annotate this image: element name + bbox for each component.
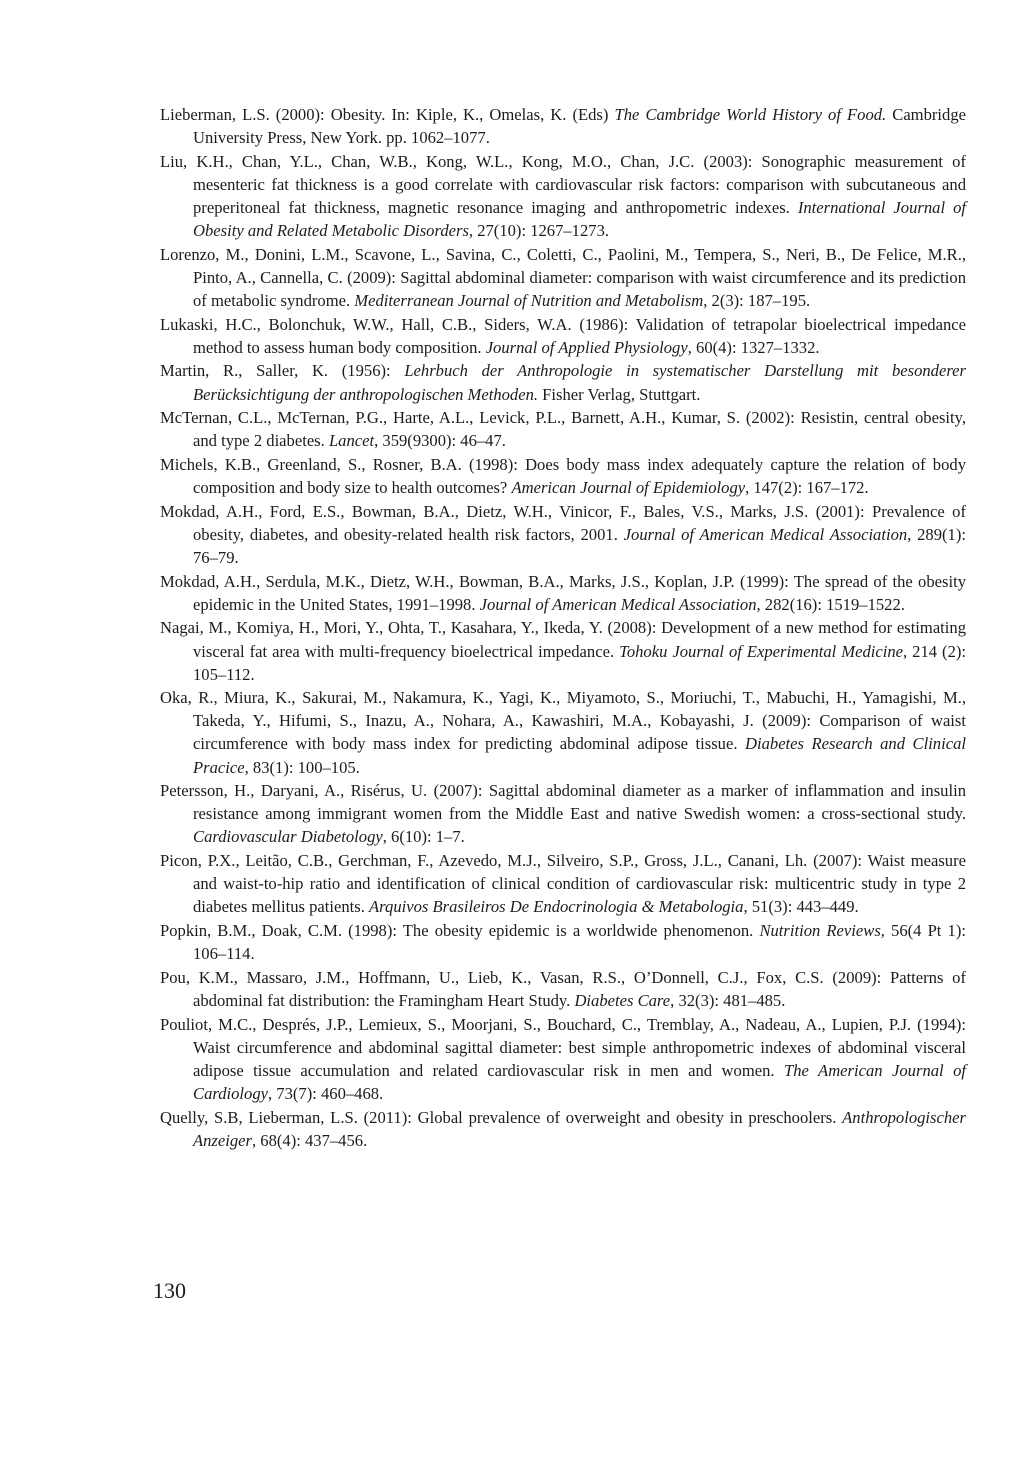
reference-entry bbox=[160, 1013, 966, 1105]
reference-text: Picon, P.X., Leitão, C.B., Gerchman, F., Azevedo, M.J., Silveiro, S.P., Gross, J.L., Canani, Lh. (2007): Waist measure and waist-to-hip ratio and identification of clinical condition of cardiovascular risk: multicentric study in type 2 diabetes mellitus patients. bbox=[160, 851, 966, 917]
reference-source-title: Diabetes Research and Clinical Pracice bbox=[193, 734, 966, 777]
reference-text: , 27(10): 1267–1273. bbox=[468, 221, 610, 241]
reference-text: Mokdad, A.H., Serdula, M.K., Dietz, W.H., Bowman, B.A., Marks, J.S., Koplan, J.P. (1999): The spread of the obesity epidemic in the United States, 1991–1998. bbox=[160, 571, 966, 614]
reference-source-title: Journal of American Medical Association bbox=[623, 524, 908, 544]
reference-text: Nagai, M., Komiya, H., Mori, Y., Ohta, T., Kasahara, Y., Ikeda, Y. (2008): Development of a new method for estimating visceral fat area with multi-frequency bioelectrical impedance. bbox=[160, 618, 966, 661]
reference-source-title: Arquivos Brasileiros De Endocrinologia & Metabologia bbox=[369, 897, 744, 917]
reference-source-title: Cardiovascular Diabetology bbox=[193, 827, 383, 847]
reference-source-title: Tohoku Journal of Experimental Medicine bbox=[619, 641, 904, 661]
reference-source-title: Lehrbuch der Anthropologie in systematischer Darstellung mit besonderer Berücksichtigung der anthropologischen Methoden. bbox=[193, 361, 966, 404]
reference-entry bbox=[160, 500, 966, 569]
reference-source-title: The American Journal of Cardiology bbox=[193, 1060, 967, 1103]
reference-entry bbox=[160, 616, 966, 685]
reference-text: , 32(3): 481–485. bbox=[670, 990, 786, 1010]
reference-entry bbox=[160, 103, 966, 149]
reference-entry bbox=[160, 966, 966, 1012]
reference-entry bbox=[160, 243, 966, 312]
reference-entry bbox=[160, 453, 966, 499]
reference-source-title: Journal of American Medical Association bbox=[479, 594, 757, 614]
reference-entry bbox=[160, 359, 966, 405]
reference-text: Cambridge University Press, New York. pp. 1062–1077. bbox=[193, 105, 966, 148]
reference-text: Lukaski, H.C., Bolonchuk, W.W., Hall, C.B., Siders, W.A. (1986): Validation of tetrapolar bioelectrical impedance method to assess human body composition. bbox=[160, 314, 966, 357]
reference-text: , 60(4): 1327–1332. bbox=[687, 337, 820, 357]
reference-source-title: American Journal of Epidemiology bbox=[511, 478, 746, 498]
reference-text: , 56(4 Pt 1): 106–114. bbox=[193, 921, 966, 964]
reference-text: Lieberman, L.S. (2000): Obesity. In: Kiple, K., Omelas, K. (Eds) bbox=[160, 105, 615, 124]
reference-entry bbox=[160, 919, 966, 965]
reference-text: Quelly, S.B, Lieberman, L.S. (2011): Global prevalence of overweight and obesity in preschoolers. bbox=[160, 1107, 843, 1127]
reference-source-title: Mediterranean Journal of Nutrition and Metabolism bbox=[354, 290, 704, 310]
reference-entry bbox=[160, 1106, 966, 1152]
reference-text: , 2(3): 187–195. bbox=[703, 290, 811, 310]
reference-source-title: Diabetes Care bbox=[574, 990, 671, 1010]
reference-text: Liu, K.H., Chan, Y.L., Chan, W.B., Kong, W.L., Kong, M.O., Chan, J.C. (2003): Sonographic measurement of mesenteric fat thickness is a good correlate with cardiovascular risk factors: comparison with subcutaneous and preperitoneal fat thickness, magnetic resonance imaging and anthropometric indexes. bbox=[160, 151, 966, 217]
reference-text: , 73(7): 460–468. bbox=[267, 1083, 384, 1103]
reference-text: Lorenzo, M., Donini, L.M., Scavone, L., Savina, C., Coletti, C., Paolini, M., Tempera, S., Neri, B., De Felice, M.R., Pinto, A., Cannella, C. (2009): Sagittal abdominal diameter: comparison with waist circumference and its prediction of metabolic syndrome. bbox=[160, 244, 966, 310]
reference-entry bbox=[160, 849, 966, 918]
reference-text: Pouliot, M.C., Després, J.P., Lemieux, S., Moorjani, S., Bouchard, C., Tremblay, A., Nadeau, A., Lupien, P.J. (1994): Waist circumference and abdominal sagittal diameter: best simple anthropometric indexes of abdominal visceral adipose tissue accumulation and related cardiovascular risk in men and women. bbox=[160, 1014, 966, 1080]
reference-text: , 214 (2): 105–112. bbox=[193, 641, 967, 684]
reference-text: Mokdad, A.H., Ford, E.S., Bowman, B.A., Dietz, W.H., Vinicor, F., Bales, V.S., Marks, J.S. (2001): Prevalence of obesity, diabetes, and obesity-related health risk factors, 2001. bbox=[160, 501, 966, 544]
reference-text: , 51(3): 443–449. bbox=[743, 897, 859, 917]
reference-text: Petersson, H., Daryani, A., Risérus, U. (2007): Sagittal abdominal diameter as a marker of inflammation and insulin resistance among immigrant women from the Middle East and native Swedish women: a cross-sectional study. bbox=[160, 781, 966, 824]
reference-text: , 282(16): 1519–1522. bbox=[756, 594, 905, 614]
reference-list bbox=[160, 103, 966, 1152]
reference-text: , 147(2): 167–172. bbox=[745, 478, 869, 498]
reference-text: Pou, K.M., Massaro, J.M., Hoffmann, U., Lieb, K., Vasan, R.S., O’Donnell, C.J., Fox, C.S. (2009): Patterns of abdominal fat distribution: the Framingham Heart Study. bbox=[160, 967, 966, 1010]
reference-entry bbox=[160, 313, 966, 359]
reference-text: , 6(10): 1–7. bbox=[382, 827, 465, 847]
reference-text: Michels, K.B., Greenland, S., Rosner, B.A. (1998): Does body mass index adequately capture the relation of body composition and body size to health outcomes? bbox=[160, 454, 966, 498]
reference-text: , 83(1): 100–105. bbox=[244, 757, 360, 777]
reference-source-title: International Journal of Obesity and Related Metabolic Disorders bbox=[193, 197, 966, 241]
reference-entry bbox=[160, 779, 966, 848]
reference-text: Popkin, B.M., Doak, C.M. (1998): The obesity epidemic is a worldwide phenomenon. bbox=[160, 921, 760, 940]
reference-text: , 68(4): 437–456. bbox=[252, 1130, 368, 1150]
reference-entry bbox=[160, 570, 966, 616]
reference-source-title: Journal of Applied Physiology bbox=[485, 337, 688, 357]
reference-entry bbox=[160, 406, 966, 452]
reference-text: McTernan, C.L., McTernan, P.G., Harte, A.L., Levick, P.L., Barnett, A.H., Kumar, S. (2002): Resistin, central obesity, and type 2 diabetes. bbox=[160, 408, 966, 451]
reference-text: , 359(9300): 46–47. bbox=[374, 431, 506, 451]
reference-source-title: The Cambridge World History of Food. bbox=[614, 105, 887, 124]
reference-text: Martin, R., Saller, K. (1956): bbox=[160, 361, 405, 381]
reference-source-title: Anthropologischer Anzeiger bbox=[193, 1107, 966, 1150]
reference-source-title: Lancet bbox=[328, 431, 375, 451]
page-number: 130 bbox=[153, 1278, 186, 1303]
reference-entry bbox=[160, 150, 966, 242]
reference-entry bbox=[160, 686, 966, 778]
reference-text: Oka, R., Miura, K., Sakurai, M., Nakamura, K., Yagi, K., Miyamoto, S., Moriuchi, T., Mabuchi, H., Yamagishi, M., Takeda, Y., Hifumi, S., Inazu, A., Nohara, A., Kawashiri, M.A., Kobayashi, J. (2009): Comparison of waist circumference with body mass index for predicting abdominal adipose tissue. bbox=[160, 688, 966, 754]
reference-source-title: Nutrition Reviews bbox=[759, 921, 881, 940]
reference-text: , 289(1): 76–79. bbox=[193, 524, 966, 567]
reference-text: Fisher Verlag, Stuttgart. bbox=[538, 384, 701, 404]
